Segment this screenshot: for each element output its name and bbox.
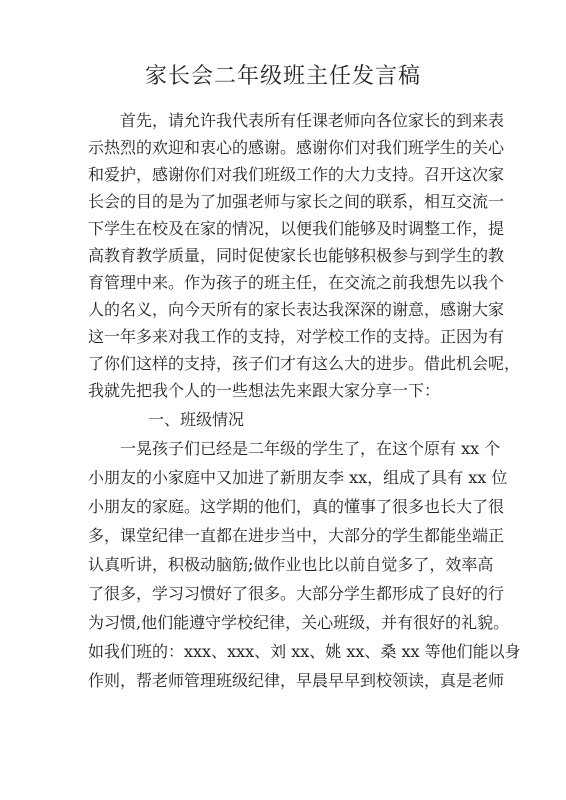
text-line: 如我们班的：xxx、xxx、刘 xx、姚 xx、桑 xx 等他们能以身 (88, 642, 521, 661)
text-line: 育管理中来。作为孩子的班主任，在交流之前我想先以我个 (88, 273, 505, 292)
text-line: 示热烈的欢迎和衷心的感谢。感谢你们对我们班学生的关心 (88, 138, 505, 157)
text-line: 多，课堂纪律一直都在进步当中，大部分的学生都能坐端正 (88, 526, 505, 545)
text-line: 作则，帮老师管理班级纪律，早晨早早到校领读，真是老师 (88, 671, 505, 690)
text-line: 小朋友的家庭。这学期的他们，真的懂事了很多也长大了很 (88, 497, 505, 516)
document-title: 家长会二年级班主任发言稿 (144, 64, 421, 89)
text-line: 我就先把我个人的一些想法先来跟大家分享一下： (88, 381, 441, 400)
text-line: 认真听讲，积极动脑筋;做作业也比以前自觉多了，效率高 (88, 555, 494, 574)
text-line: 下学生在校及在家的情况，以便我们能够及时调整工作，提 (88, 219, 505, 238)
text-line: 一晃孩子们已经是二年级的学生了，在这个原有 xx 个 (120, 439, 501, 458)
text-line: 高教育教学质量，同时促使家长也能够积极参与到学生的教 (88, 246, 505, 265)
text-line: 了很多，学习习惯好了很多。大部分学生都形成了良好的行 (88, 584, 505, 603)
section-heading: 一、班级情况 (148, 410, 245, 429)
text-line: 小朋友的小家庭中又加进了新朋友李 xx，组成了具有 xx 位 (88, 468, 508, 487)
text-line: 人的名义，向今天所有的家长表达我深深的谢意，感谢大家 (88, 300, 505, 319)
text-line: 和爱护，感谢你们对我们班级工作的大力支持。召开这次家 (88, 165, 505, 184)
text-line: 这一年多来对我工作的支持，对学校工作的支持。正因为有 (88, 327, 505, 346)
text-line: 首先，请允许我代表所有任课老师向各位家长的到来表 (120, 111, 505, 130)
text-line: 长会的目的是为了加强老师与家长之间的联系，相互交流一 (88, 192, 505, 211)
text-line: 为习惯,他们能遵守学校纪律，关心班级，并有很好的礼貌。 (88, 613, 510, 632)
text-line: 了你们这样的支持，孩子们才有这么大的进步。借此机会呢， (88, 354, 521, 373)
